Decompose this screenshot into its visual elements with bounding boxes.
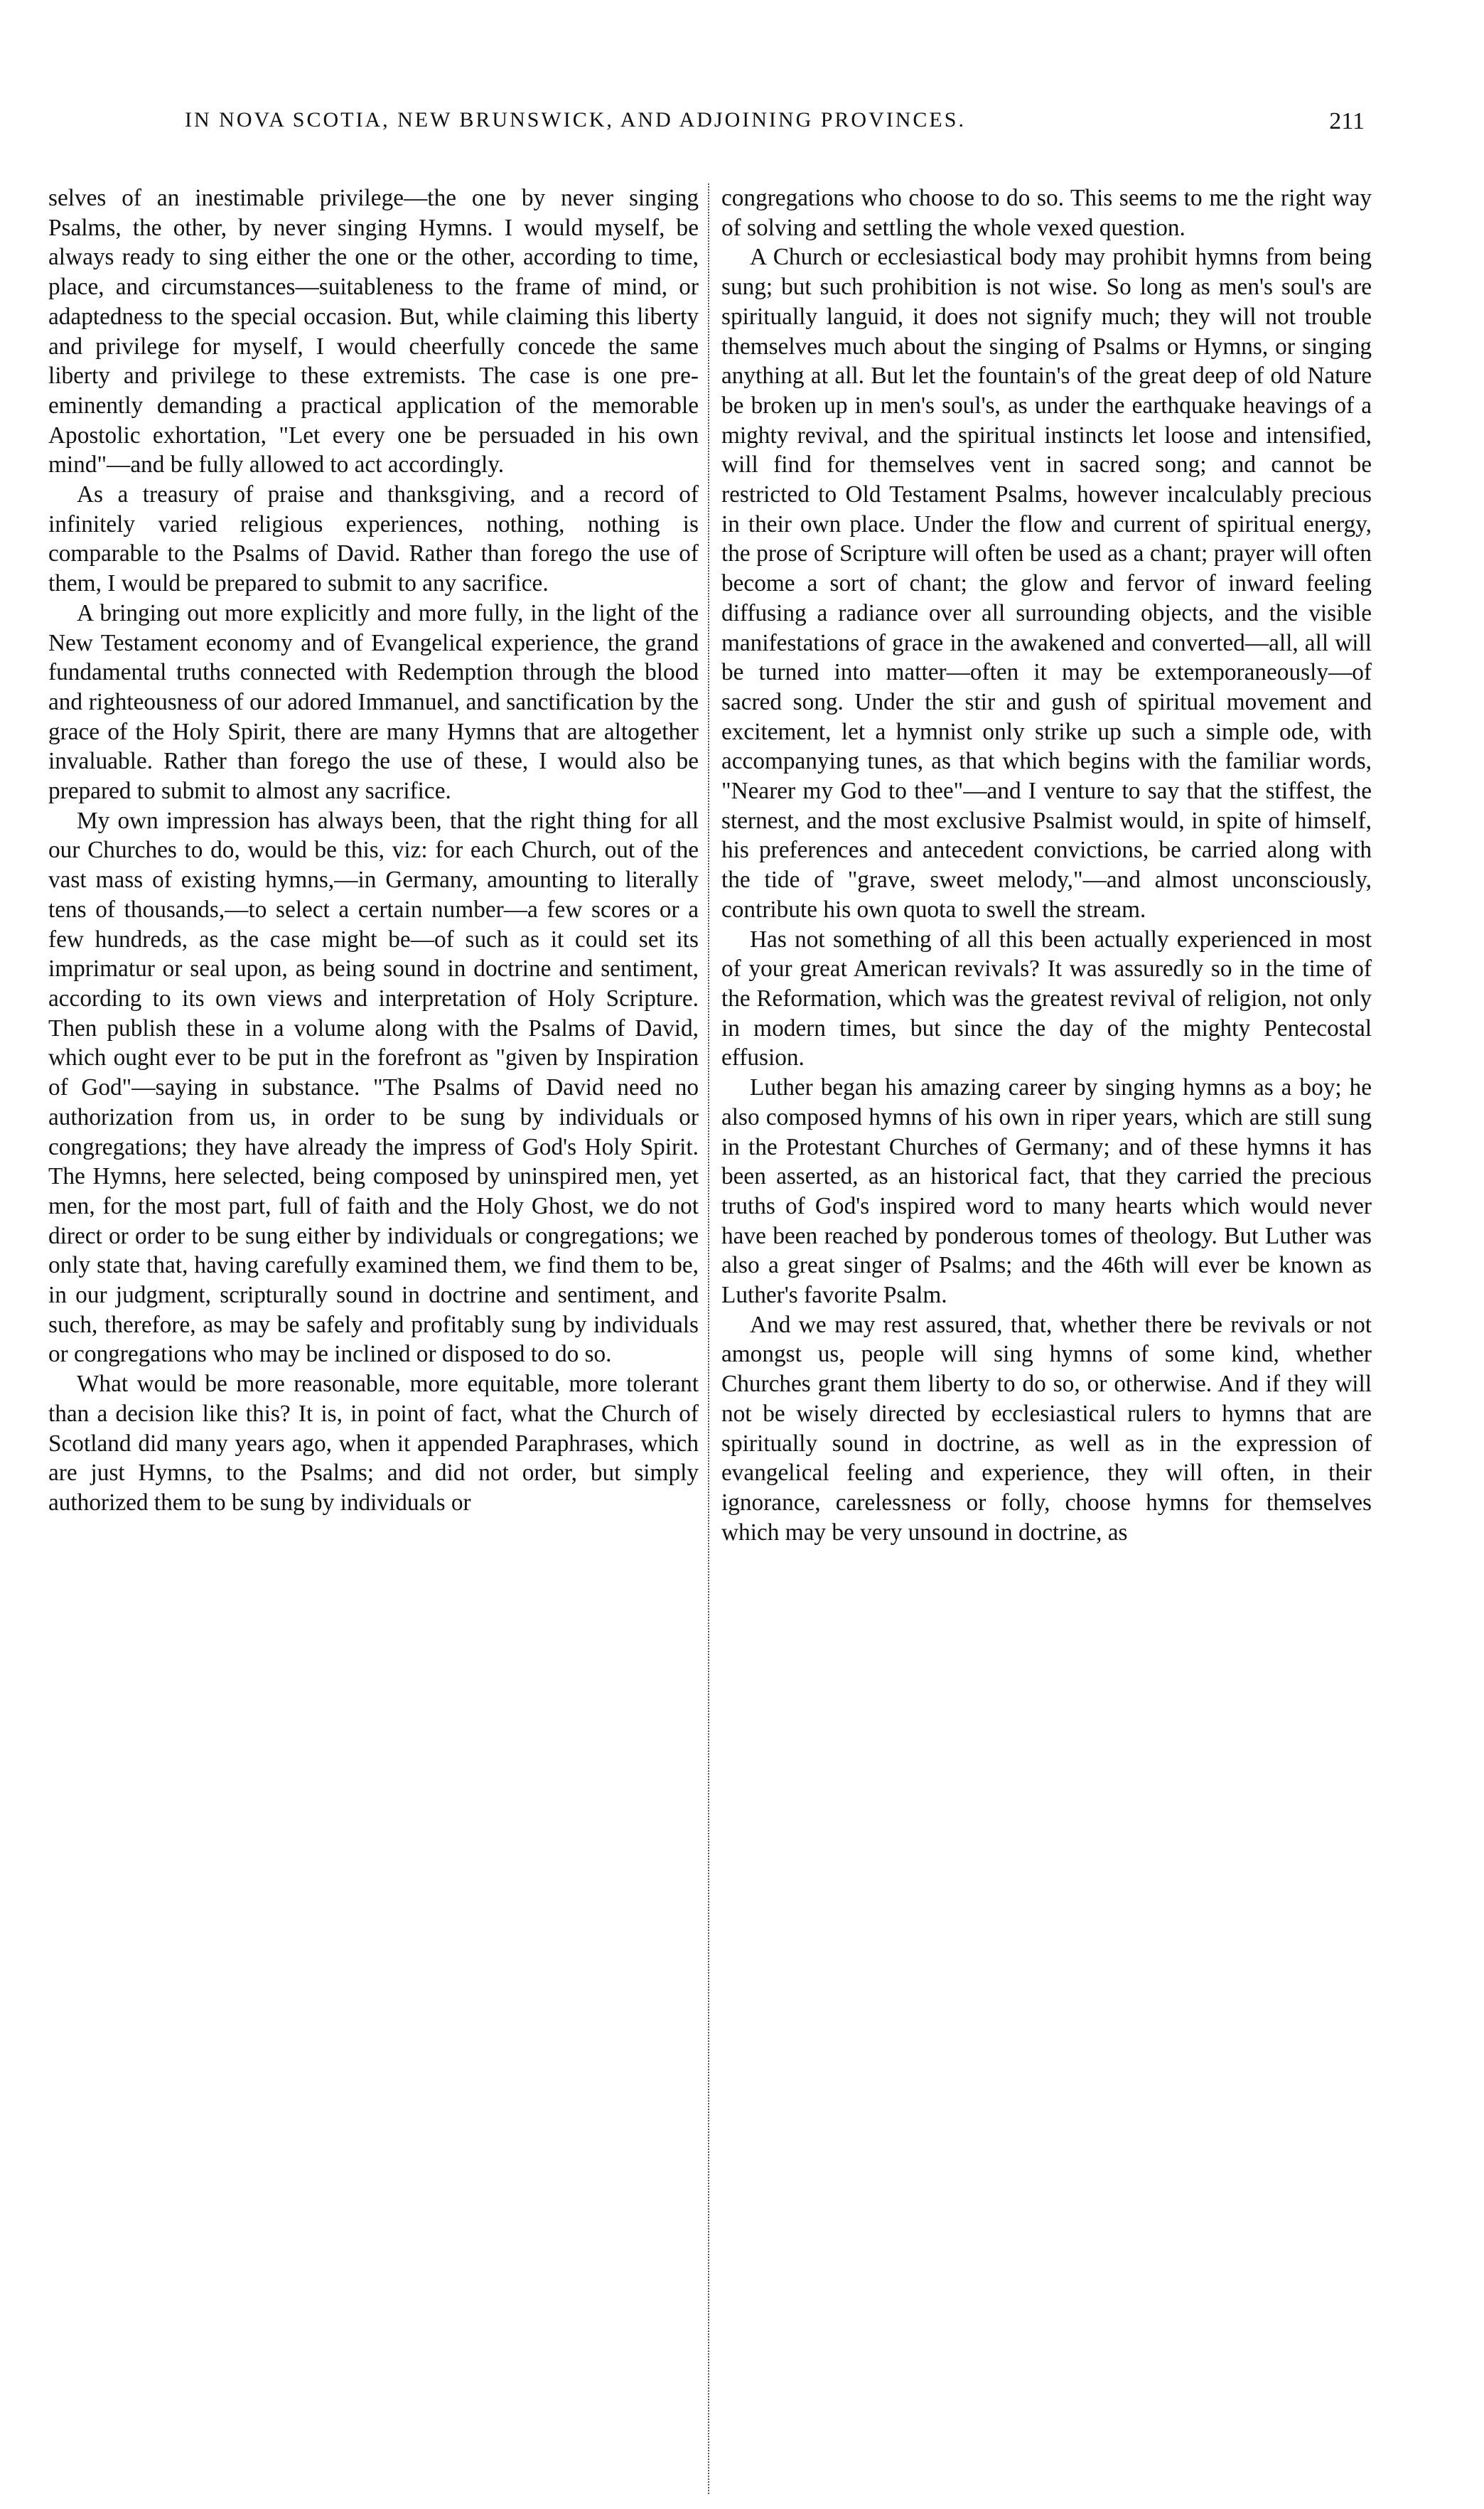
paragraph: Has not something of all this been actually experienced in most of your great American revivals? It was assuredly so in the time of the Reformation, which was the greatest revival of religion, not only in modern times, but since the day of the mighty Pentecostal effusion. — [721, 926, 1372, 1071]
column-divider — [708, 183, 709, 2494]
page-number: 211 — [1329, 108, 1365, 134]
paragraph: Luther began his amazing career by singing hymns as a boy; he also composed hymns of his own in riper years, which are still sung in the Protestant Churches of Germany; and of these hymns it has been asserted, as an historical fact, that they carried the precious truths of God's inspired word to many hearts which would never have been reached by ponderous tomes of theology. But Luther was also a great singer of Psalms; and the 46th will ever be known as Luther's favorite Psalm. — [721, 1074, 1372, 1309]
paragraph: And we may rest assured, that, whether there be revivals or not amongst us, people will sing hymns of some kind, whether Churches grant them liberty to do so, or otherwise. And if they will not be wisely directed by ecclesiastical rulers to hymns that are spiritually sound in doctrine, as well as in the expression of evangelical feeling and experience, they will often, in their ignorance, carelessness or folly, choose hymns for themselves which may be very unsound in doctrine, as — [721, 1311, 1372, 1546]
paragraph: A Church or ecclesiastical body may prohibit hymns from being sung; but such prohibition is not wise. So long as men's soul's are spiritually languid, it does not signify much; they will not trouble themselves much about the singing of Psalms or Hymns, or singing anything at all. But let the fountain's of the great deep of old Nature be broken up in men's soul's, as under the earthquake heavings of a mighty revival, and the spiritual instincts let loose and intensified, will find for themselves vent in sacred song; and cannot be restricted to Old Testament Psalms, however incalculably precious in their own place. Under the flow and current of spiritual energy, the prose of Scripture will often be used as a chant; prayer will often become a sort of chant; the glow and fervor of inward feeling diffusing a radiance over all surrounding objects, and the visible manifestations of grace in the awakened and converted—all, all will be turned into matter—often it may be extemporaneously—of sacred song. Under the stir and gush of spiritual movement and excitement, let a hymnist only strike up such a simple ode, with accompanying tunes, as that which begins with the familiar words, "Nearer my God to thee"—and I venture to say that the stiffest, the sternest, and the most exclusive Psalmist would, in spite of himself, his preferences and antecedent convictions, be carried along with the tide of "grave, sweet melody,"—and almost unconsciously, contribute his own quota to swell the stream. — [721, 244, 1372, 923]
paragraph: My own impression has always been, that the right thing for all our Churches to do, would be this, viz: for each Church, out of the vast mass of existing hymns,—in Germany, amounting to literally tens of thousands,—to select a certain number—a few scores or a few hundreds, as the case might be—of such as it could set its imprimatur or seal upon, as being sound in doctrine and sentiment, according to its own views and interpretation of Holy Scripture. Then publish these in a volume along with the Psalms of David, which ought ever to be put in the forefront as "given by Inspiration of God"—saying in substance. "The Psalms of David need no authorization from us, in order to be sung by individuals or congregations; they have already the impress of God's Holy Spirit. The Hymns, here selected, being composed by uninspired men, yet men, for the most part, full of faith and the Holy Ghost, we do not direct or order to be sung either by individuals or congregations; we only state that, having carefully examined them, we find them to be, in our judgment, scripturally sound in doctrine and sentiment, and such, therefore, as may be safely and profitably sung by individuals or congregations who may be inclined or disposed to do so. — [48, 807, 699, 1368]
page-header — [92, 108, 1365, 144]
paragraph: A bringing out more explicitly and more fully, in the light of the New Testament economy and of Evangelical experience, the grand fundamental truths connected with Redemption through the blood and righteousness of our adored Immanuel, and sanctification by the grace of the Holy Spirit, there are many Hymns that are altogether invaluable. Rather than forego the use of these, I would also be prepared to submit to almost any sacrifice. — [48, 599, 699, 805]
paragraph: selves of an inestimable privilege—the one by never singing Psalms, the other, by never singing Hymns. I would myself, be always ready to sing either the one or the other, according to time, place, and circumstances—suitableness to the frame of mind, or adaptedness to the special occasion. But, while claiming this liberty and privilege for myself, I would cheerfully concede the same liberty and privilege to these extremists. The case is one pre-eminently demanding a practical application of the memorable Apostolic exhortation, "Let every one be persuaded in his own mind"—and be fully allowed to act accordingly. — [48, 185, 699, 478]
left-column — [48, 183, 699, 2494]
paragraph: As a treasury of praise and thanksgiving, and a record of infinitely varied religious experiences, nothing, nothing is comparable to the Psalms of David. Rather than forego the use of them, I would be prepared to submit to any sacrifice. — [48, 481, 699, 597]
right-column — [721, 183, 1372, 2494]
running-title: IN NOVA SCOTIA, NEW BRUNSWICK, AND ADJOINING PROVINCES. — [185, 108, 966, 132]
paragraph: congregations who choose to do so. This seems to me the right way of solving and settling the whole vexed question. — [721, 185, 1372, 241]
paragraph: What would be more reasonable, more equitable, more tolerant than a decision like this? It is, in point of fact, what the Church of Scotland did many years ago, when it appended Paraphrases, which are just Hymns, to the Psalms; and did not order, but simply authorized them to be sung by individuals or — [48, 1371, 699, 1516]
